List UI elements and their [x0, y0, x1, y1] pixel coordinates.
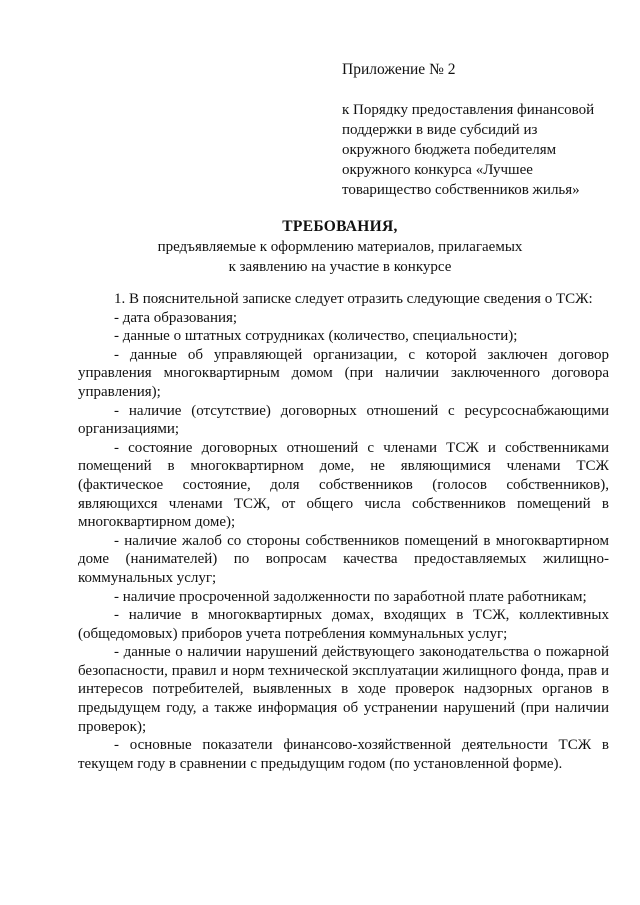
document-subtitle-line: предъявляемые к оформлению материалов, прилагаемых: [157, 239, 523, 255]
list-item: - состояние договорных отношений с членами ТСЖ и собственниками помещений в многоквартирном доме, не являющимися членами ТСЖ (фактическое состояние, доля собственников (голосов собственников), являющихся членами ТСЖ, от общего числа собственников помещений в многоквартирном доме);: [78, 439, 609, 531]
document-title: ТРЕБОВАНИЯ,: [282, 218, 398, 235]
list-item: - наличие жалоб со стороны собственников помещений в многоквартирном доме (нанимателей) по вопросам качества предоставляемых жилищно-коммунальных услуг;: [78, 532, 609, 586]
intro-paragraph: 1. В пояснительной записке следует отразить следующие сведения о ТСЖ:: [114, 291, 593, 307]
appendix-number: Приложение № 2: [342, 61, 456, 78]
appendix-ref-line: товарищество собственников жилья»: [342, 182, 580, 198]
document-body: [78, 290, 609, 773]
document-subtitle-line: к заявлению на участие в конкурсе: [228, 259, 452, 275]
list-item: - данные о наличии нарушений действующего законодательства о пожарной безопасности, правил и норм технической эксплуатации жилищного фонда, прав и интересов потребителей, выявленных в ходе проверок надзорных органов в предыдущем году, а также информация об устранении нарушений (при наличии проверок);: [78, 644, 609, 735]
appendix-ref-line: окружного конкурса «Лучшее: [342, 162, 533, 178]
list-item: - данные об управляющей организации, с которой заключен договор управления многоквартирным домом (при наличии заключенного договора управления);: [78, 346, 609, 400]
list-item: - наличие в многоквартирных домах, входящих в ТСЖ, коллективных (общедомовых) приборов учета потребления коммунальных услуг;: [78, 607, 609, 642]
list-item: - наличие просроченной задолженности по заработной плате работникам;: [114, 588, 587, 605]
list-item: - дата образования;: [114, 309, 238, 326]
appendix-ref-line: окружного бюджета победителям: [342, 142, 557, 158]
list-item: - наличие (отсутствие) договорных отношений с ресурсоснабжающими организациями;: [78, 402, 609, 438]
list-item: - данные о штатных сотрудниках (количество, специальности);: [114, 328, 518, 345]
appendix-ref-line: к Порядку предоставления финансовой: [342, 102, 595, 118]
document-heading: [60, 217, 620, 277]
list-item: - основные показатели финансово-хозяйственной деятельности ТСЖ в текущем году в сравнении с предыдущим годом (по установленной форме).: [78, 737, 609, 772]
appendix-block: [342, 60, 612, 200]
appendix-ref-line: поддержки в виде субсидий из: [342, 122, 538, 138]
appendix-reference: [342, 100, 612, 200]
